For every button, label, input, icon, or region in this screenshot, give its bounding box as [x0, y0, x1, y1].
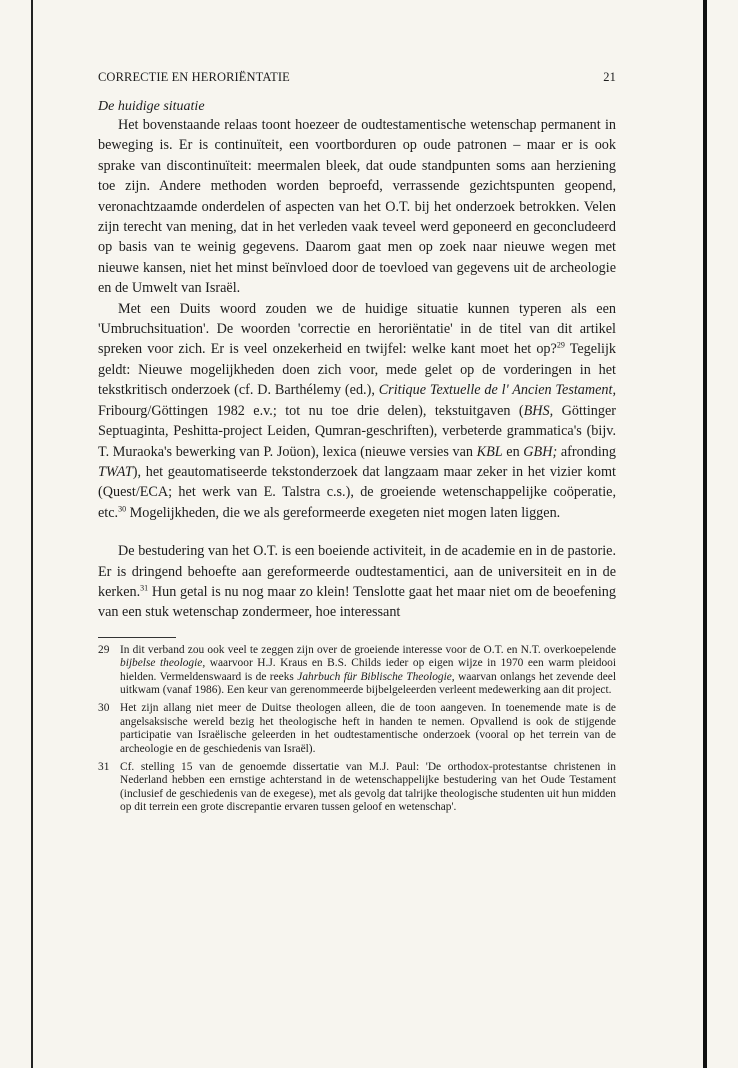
footnote-29: [98, 644, 616, 698]
paragraph-1: Het bovenstaande relaas toont hoezeer de oudtestamentische wetenschap permanent in beweging is. Er is continuïteit, een voortborduren op oude patronen – maar er is ook sprake van discontinuïteit: meermalen bleek, dat oude standpunten soms aan herziening toe zijn. Andere methoden worden beproefd, verrassende gezichtspunten geopend, veronachtzaamde onderdelen of aspecten van het O.T. bij het onderzoek betrokken. Velen zijn terecht van mening, dat in het verleden vaak teveel werd geponeerd en geconcludeerd op basis van te weinig gegevens. Daarom gaat men op zoek naar nieuwe wegen met nieuwe kansen, niet het minst beïnvloed door de toevloed van gegevens uit de archeologie en de Umwelt van Israël.: [98, 117, 616, 297]
footnote-ref-31: 31: [140, 583, 149, 593]
footnote-30: [98, 702, 616, 756]
running-header: [98, 70, 616, 85]
section-title: De huidige situatie: [98, 99, 205, 114]
paragraph-2: Met een Duits woord zouden we de huidige situatie kunnen typeren als een 'Umbruchsituation'. De woorden 'correctie en heroriëntatie' in de titel van dit artikel spreken voor zich. Er is veel onzekerheid en twijfel: welke kant moet het op?$^{29}$ Tegelijk geldt: Nieuwe mogelijkheden doen zich voor, mede gelet op de vorderingen in het tekstkritisch onderzoek (cf. D. Barthélemy (ed.), Critique Textuelle de l' Ancien Testament, Fribourg/Göttingen 1982 e.v.; tot nu toe drie delen), tekstuitgaven (BHS, Göttinger Septuaginta, Peshitta-project Leiden, Qumran-geschriften), verbeterde grammatica's (bijv. T. Muraoka's bewerking van P. Joüon), lexica (nieuwe versies van KBL en GBH; afronding TWAT), het geautomatiseerde tekstonderzoek dat langzaam maar zeker in het vizier komt (Quest/ECA; het werk van E. Talstra c.s.), de groeiende wetenschappelijke coöperatie, etc.$^{30}$ Mogelijkheden, die we als gereformeerde exegeten niet mogen laten liggen.: [98, 300, 616, 521]
paragraph-3: De bestudering van het O.T. is een boeiende activiteit, in de academie en in de pastorie. Er is dringend behoefte aan gereformeerde oudtestamentici, aan de universiteit en in de kerken.$^{31}$ Hun getal is nu nog maar zo klein! Tenslotte gaat het maar niet om de beoefening van een stuk wetenschap zondermeer, hoe interessant: [98, 543, 616, 621]
footnote-ref-29: 29: [556, 340, 565, 350]
book-page: [98, 70, 616, 820]
footnote-31: [98, 761, 616, 815]
footnote-separator: [98, 637, 176, 638]
footnote-number: 31: [98, 761, 110, 773]
page-left-edge: [31, 0, 33, 1068]
footnote-text: In dit verband zou ook veel te zeggen zijn over de groeiende interesse voor de O.T. en N.T. overkoepelende bijbelse theologie, waarvoor H.J. Kraus en B.S. Childs ieder op eigen wijze in 1970 een warm pleidooi hielden. Vermeldenswaard is de reeks Jahrbuch für Biblische Theologie, waarvan onlangs het zevende deel uitkwam (vanaf 1986). Een keur van gerenommeerde bijbelgeleerden verleent medewerking aan dit project.: [120, 643, 617, 696]
footnote-ref-30: 30: [118, 503, 127, 513]
footnote-text: Cf. stelling 15 van de genoemde dissertatie van M.J. Paul: 'De orthodox-protestantse christenen in Nederland hebben een ernstige achterstand in de wetenschappelijke bestudering van het Oude Testament (inclusief de geschiedenis van de exegese), met als gevolg dat talrijke theologische studenten uit hun midden op dit terrein een grote discrepantie ervaren tussen geloof en wetenschap'.: [120, 761, 616, 814]
footnote-text: Het zijn allang niet meer de Duitse theologen alleen, die de toon aangeven. In toenemende mate is de angelsaksische wereld bezig het theologische heft in handen te nemen. Opvallend is ook de stijgende participatie van Israëlische geleerden in het oudtestamentische onderzoek (vooral op het terrein van de archeologie en de geschiedenis van Israël).: [120, 702, 616, 755]
running-title: CORRECTIE EN HERORIËNTATIE: [98, 70, 290, 84]
footnote-number: 30: [98, 702, 110, 715]
footnote-number: 29: [98, 643, 110, 656]
page-number: 21: [603, 70, 616, 84]
footnotes: [98, 644, 616, 815]
page-right-edge: [703, 0, 707, 1068]
